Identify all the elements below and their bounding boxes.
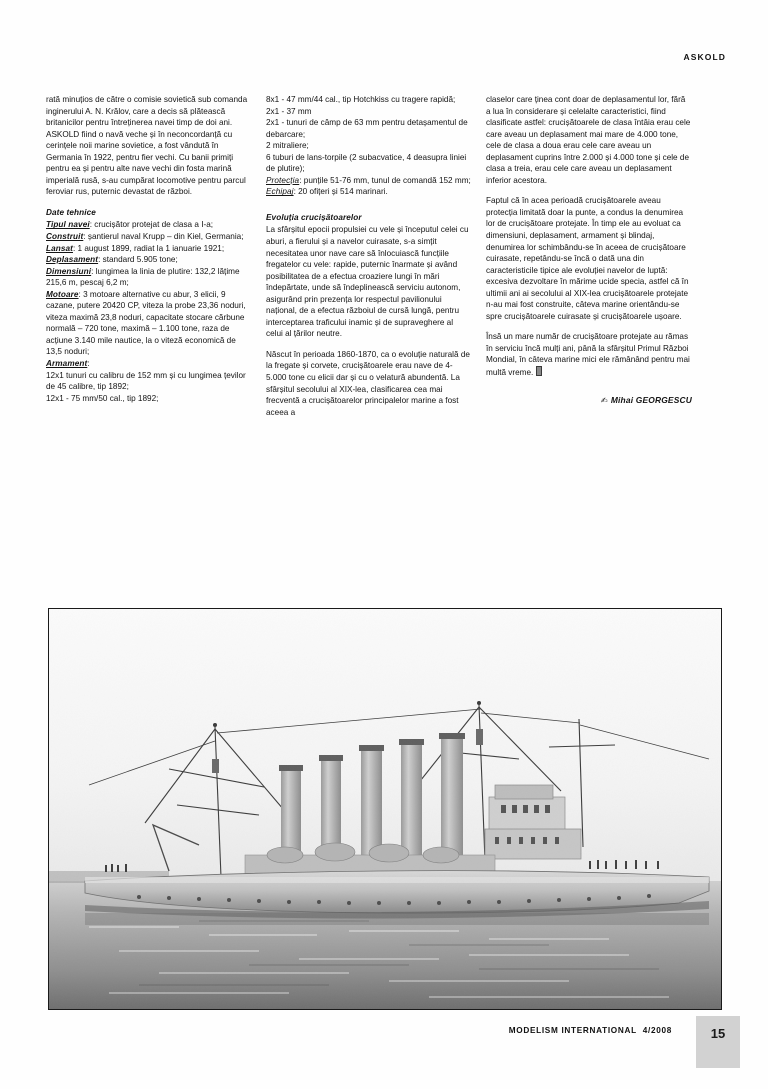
spec-line (46, 266, 252, 289)
spec-value: : (87, 359, 90, 369)
column-3 (486, 94, 692, 418)
spec-line (46, 289, 252, 358)
spec-line (266, 186, 472, 198)
paragraph-continued: rată minuțios de către o comisie sovietică sub comanda inginerului A. N. Krălov, care a decis să plătească britanicilor pentru întreținerea navei timp de doi ani. ASKOLD fiind o navă veche și în neconcordanță cu cerințele noii marine sovietice, a fost vândută în Germania în 1922, pentru fier vechi. Cu banii primiți pentru ea și pentru alte nave vechi din fosta marină imperială rusă, s-au cumpărat locomotive pentru parcul feroviar rus, puternic devastat de război. (46, 95, 248, 197)
column-1 (46, 94, 252, 418)
publication-name: MODELISM INTERNATIONAL (508, 1026, 637, 1035)
spec-label: Construit (46, 232, 84, 242)
body-paragraph: Născut în perioada 1860-1870, ca o evoluție naturală de la fregate și corvete, crucișătoarele erau nave de 4-5.000 tone cu elicii dar și cu o velatură abundentă. La sfârșitul secolului al XIX-lea, clasificarea cea mai frecventă a crucișătoarelor principalelor marine a fost aceea a (266, 349, 470, 417)
page-number: 15 (710, 1026, 726, 1041)
spec-value: : șantierul naval Krupp – din Kiel, Germania; (83, 232, 244, 242)
section-heading-date-tehnice: Date tehnice (46, 207, 96, 217)
paragraph-text: Însă un mare număr de crucișătoare protejate au rămas în serviciu încă mulți ani, până la sfârșitul Primul Război Mondial, în câteva marine mici ele rămânând pentru mai multă vreme. (486, 332, 690, 378)
armament-line: 2x1 - tunuri de câmp de 63 mm pentru detașamentul de debarcare; (266, 118, 468, 139)
author-byline (486, 395, 692, 407)
spec-label: Dimensiuni (46, 266, 92, 276)
spec-label: Armament (46, 359, 88, 369)
spec-value: : 20 ofițeri și 514 marinari. (293, 187, 388, 197)
spec-value: : lungimea la linia de plutire: 132,2 lățime 215,6 m, pescaj 6,2 m; (46, 266, 240, 288)
spec-value: : standard 5.905 tone; (98, 255, 178, 265)
body-paragraph-final (486, 331, 692, 378)
issue-number: 4/2008 (642, 1026, 672, 1035)
column-2 (266, 94, 472, 418)
spec-label: Tipul navei (46, 220, 90, 230)
spec-value: : punțile 51-76 mm, tunul de comandă 152 mm; (299, 175, 471, 185)
spec-label: Motoare (46, 289, 79, 299)
author-name: Mihai GEORGESCU (610, 394, 692, 405)
armament-line: 12x1 tunuri cu calibru de 152 mm și cu lungimea țevilor de 45 calibre, tip 1892; (46, 370, 246, 392)
spec-value: : crucișător protejat de clasa a I-a; (89, 220, 214, 230)
spec-line (266, 175, 472, 187)
article-columns (46, 94, 724, 418)
spec-line (46, 219, 252, 231)
body-paragraph: Faptul că în acea perioadă crucișătoarele aveau protecția limitată doar la punte, a condus la denumirea lor de crucișătoare protejate. În timp ele au evoluat ca dimensiuni, deplasament, armament și blindaj, denumirea lor schimbându-se în aceea de crucișătoare cuirasate, repetându-se încă o dată una din caracteristicile tipice ale evoluției navelor de luptă: excesiva dezvoltare în mărime ucide specia, astfel că în ultimii ani ai secolului al XIX-lea crucișătoarele protejate n-au mai fost construite, câteva marine orientându-se spre crucișătoarele cuirasate și crucișătoarele ușoare. (486, 196, 689, 321)
spec-line (46, 358, 252, 370)
spec-line (46, 231, 252, 243)
ship-photograph (48, 608, 722, 1010)
spec-value: : 1 august 1899, radiat la 1 ianuarie 1921; (73, 243, 225, 253)
end-of-article-mark (536, 366, 542, 376)
photo-artwork (49, 609, 721, 1009)
spec-label: Echipaj (266, 187, 294, 197)
spec-label: Deplasament (46, 255, 99, 265)
armament-line: 8x1 - 47 mm/44 cal., tip Hotchkiss cu tragere rapidă; (266, 95, 456, 104)
armament-line: 6 tuburi de lans-torpile (2 subacvatice, 4 deasupra liniei de plutire); (266, 152, 467, 174)
spec-value: : 3 motoare alternative cu abur, 3 elicii, 9 cazane, putere 20420 CP, viteza la probe 23,36 noduri, viteza maximă 23,8 noduri, capacitate stocare cărbune normală – 720 tone, maximă – 1.100 tone, raza de acțiune 3.140 mile nautice, la o viteză economică de 13,5 noduri; (46, 289, 246, 357)
running-head: ASKOLD (683, 52, 726, 62)
spec-label: Protecția (266, 175, 300, 185)
armament-line: 12x1 - 75 mm/50 cal., tip 1892; (46, 393, 159, 403)
armament-line: 2x1 - 37 mm (266, 106, 312, 116)
footer-publication (509, 1026, 672, 1035)
page-number-box (696, 1016, 740, 1068)
section-heading-evolutia: Evoluția crucișătoarelor (266, 212, 362, 222)
quill-icon: ✍ (600, 395, 608, 405)
spec-label: Lansat (46, 243, 73, 253)
body-paragraph: claselor care ținea cont doar de deplasamentul lor, fără a lua în considerare și celelalte caracteristici, fiind clasificate astfel: crucișătoarele de clasa întâia erau cele care aveau un deplasament mai mare de 4.000 tone, cele de clasa a doua erau cele care aveau un deplasament cuprins între 2.000 și 4.000 tone și cele de clasa a treia, erau cele care aveau un deplasament inferior acestora. (486, 95, 691, 185)
armament-line: 2 mitraliere; (266, 141, 309, 151)
body-paragraph: La sfârșitul epocii propulsiei cu vele și începutul celei cu aburi, a fierului și a navelor cuirasate, s-a simțit necesitatea unor nave care să înlocuiască funcțiile fregatelor cu vele: rapide, puternic înarmate și având posibilitatea de a efectua croaziere lungi în mări îndepărtate, unde să îndeplinească serviciu autonom, asigurând prin prezența lor respectul pavilionului național, de a efectua războiul de cursă lungă, pentru interceptarea traficului inamic și de supraveghere al celui al țărilor neutre. (266, 225, 469, 339)
spec-line (46, 243, 252, 255)
spec-line (46, 254, 252, 266)
